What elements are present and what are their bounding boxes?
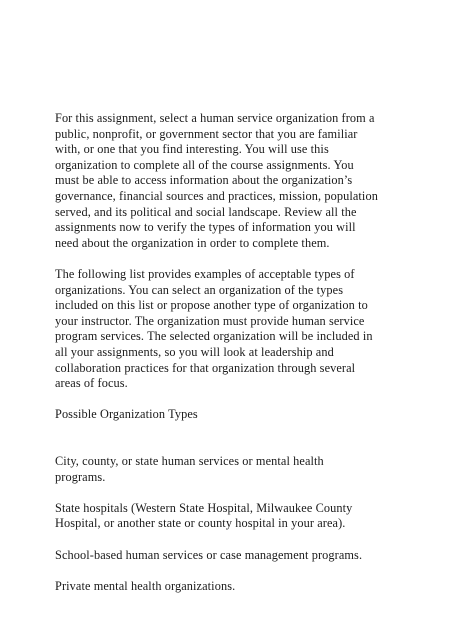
text-line: Hospital, or another state or county hospital in your area).	[55, 516, 346, 531]
text-line: areas of focus.	[55, 376, 128, 391]
intro-paragraph	[55, 111, 405, 251]
text-line: need about the organization in order to complete them.	[55, 235, 330, 250]
text-line: collaboration practices for that organization through several	[55, 360, 356, 375]
text-line: The following list provides examples of acceptable types of	[55, 266, 355, 281]
list-item	[55, 454, 405, 485]
text-line: organization to complete all of the course assignments. You	[55, 157, 354, 172]
paragraph-spacer	[55, 423, 405, 439]
paragraph-spacer	[55, 532, 405, 548]
paragraph-spacer	[55, 563, 405, 579]
document-body	[55, 111, 405, 594]
list-item	[55, 501, 405, 532]
paragraph-spacer	[55, 485, 405, 501]
text-line: State hospitals (Western State Hospital, Milwaukee County	[55, 500, 353, 515]
text-line: City, county, or state human services or mental health	[55, 454, 324, 469]
text-line: program services. The selected organization will be included in	[55, 329, 373, 344]
paragraph-spacer	[55, 392, 405, 408]
text-line: with, or one that you find interesting. You will use this	[55, 142, 329, 157]
text-line: programs.	[55, 469, 106, 484]
text-line: included on this list or propose another type of organization to	[55, 298, 368, 313]
examples-paragraph	[55, 267, 405, 392]
text-line: assignments now to verify the types of information you will	[55, 220, 356, 235]
text-line: For this assignment, select a human service organization from a	[55, 111, 375, 125]
paragraph-spacer	[55, 438, 405, 454]
text-line: Private mental health organizations.	[55, 578, 236, 593]
paragraph-spacer	[55, 251, 405, 267]
text-line: organizations. You can select an organization of the types	[55, 282, 344, 297]
text-line: public, nonprofit, or government sector that you are familiar	[55, 126, 358, 141]
text-line: all your assignments, so you will look at leadership and	[55, 344, 334, 359]
list-item	[55, 548, 405, 564]
list-item	[55, 579, 405, 595]
text-line: must be able to access information about the organization’s	[55, 173, 353, 188]
text-line: served, and its political and social landscape. Review all the	[55, 204, 357, 219]
text-line: School-based human services or case management programs.	[55, 547, 363, 562]
text-line: governance, financial sources and practices, mission, population	[55, 188, 378, 203]
text-line: your instructor. The organization must provide human service	[55, 313, 365, 328]
section-heading: Possible Organization Types	[55, 407, 198, 422]
